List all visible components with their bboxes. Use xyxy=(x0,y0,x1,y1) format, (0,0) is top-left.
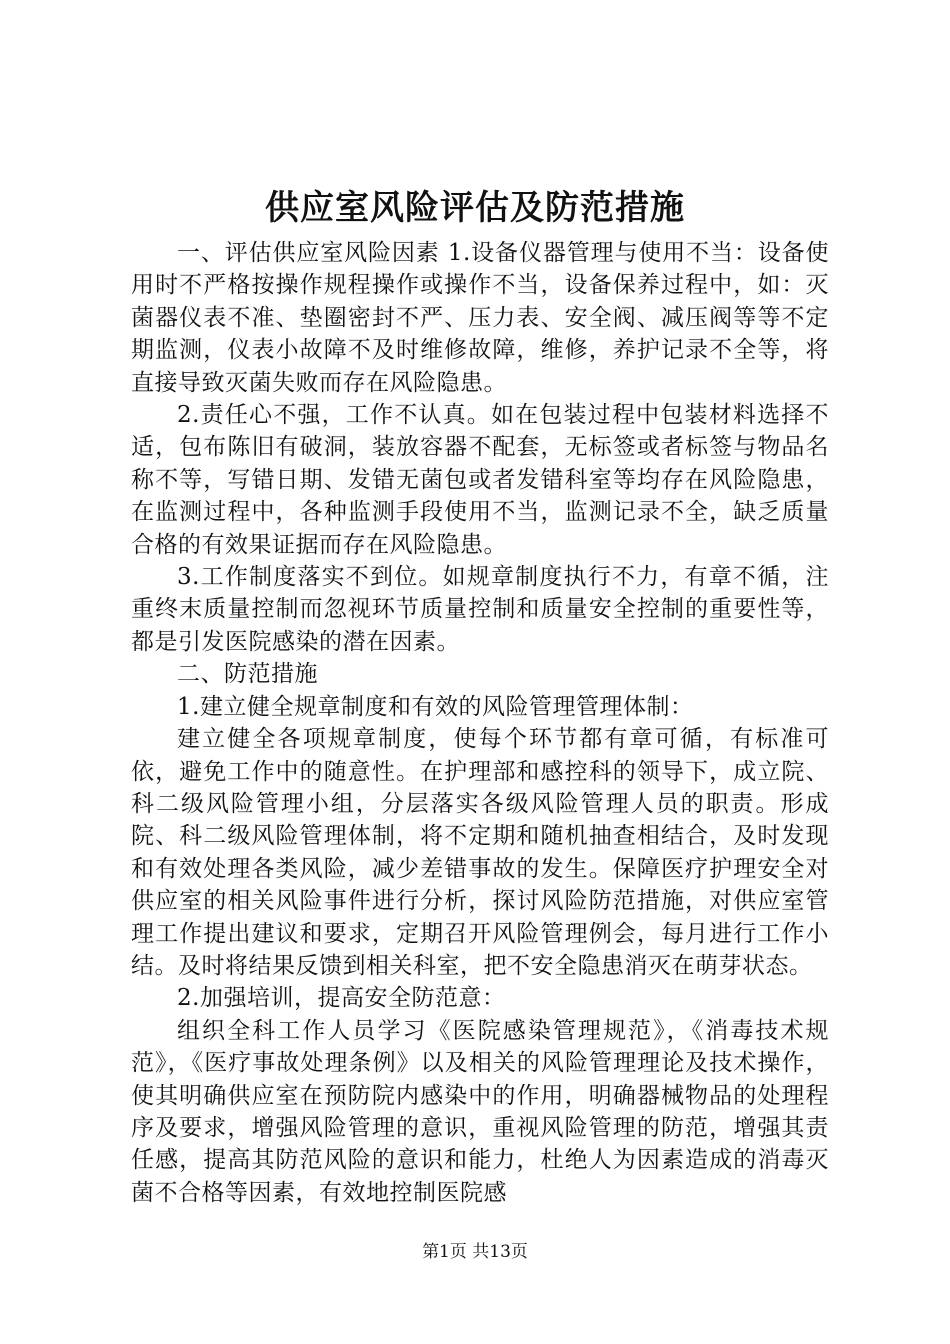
paragraph-risk-factors-equipment: 一、评估供应室风险因素 1.设备仪器管理与使用不当：设备使用时不严格按操作规程操作或操作不当，设备保养过程中，如：灭菌器仪表不准、垫圈密封不严、压力表、安全阀、减压阀等等不定期监测，仪表小故障不及时维修故障，维修，养护记录不全等，将直接导致灭菌失败而存在风险隐患。 xyxy=(131,240,829,396)
paragraph-regulations: 建立健全各项规章制度，使每个环节都有章可循，有标准可依，避免工作中的随意性。在护理部和感控科的领导下，成立院、科二级风险管理小组，分层落实各级风险管理人员的职责。形成院、科二级风险管理体制，将不定期和随机抽查相结合，及时发现和有效处理各类风险，减少差错事故的发生。保障医疗护理安全对供应室的相关风险事件进行分析，探讨风险防范措施，对供应室管理工作提出建议和要求，定期召开风险管理例会，每月进行工作小结。及时将结果反馈到相关科室，把不安全隐患消灭在萌芽状态。 xyxy=(131,726,829,979)
section-heading-measures: 二、防范措施 xyxy=(177,661,318,688)
subheading-regulations: 1.建立健全规章制度和有效的风险管理管理体制： xyxy=(177,693,694,720)
document-title: 供应室风险评估及防范措施 xyxy=(265,188,685,228)
paragraph-work-system: 3.工作制度落实不到位。如规章制度执行不力，有章不循，注重终末质量控制而忽视环节质量控制和质量安全控制的重要性等，都是引发医院感染的潜在因素。 xyxy=(131,564,829,655)
page-footer: 第1页 共13页 xyxy=(422,1242,528,1262)
paragraph-responsibility: 2.责任心不强，工作不认真。如在包装过程中包装材料选择不适，包布陈旧有破洞，装放容器不配套，无标签或者标签与物品名称不等，写错日期、发错无菌包或者发错科室等均存在风险隐患，在监测过程中，各种监测手段使用不当，监测记录不全，缺乏质量合格的有效果证据而存在风险隐患。 xyxy=(131,402,829,558)
paragraph-training: 组织全科工作人员学习《医院感染管理规范》，《消毒技术规范》，《医疗事故处理条例》以及相关的风险管理理论及技术操作，使其明确供应室在预防院内感染中的作用，明确器械物品的处理程序及要求，增强风险管理的意识，重视风险管理的防范，增强其责任感，提高其防范风险的意识和能力，杜绝人为因素造成的消毒灭菌不合格等因素，有效地控制医院感 xyxy=(131,1017,829,1206)
subheading-training: 2.加强培训，提高安全防范意： xyxy=(177,985,506,1012)
document-body xyxy=(131,237,829,1209)
